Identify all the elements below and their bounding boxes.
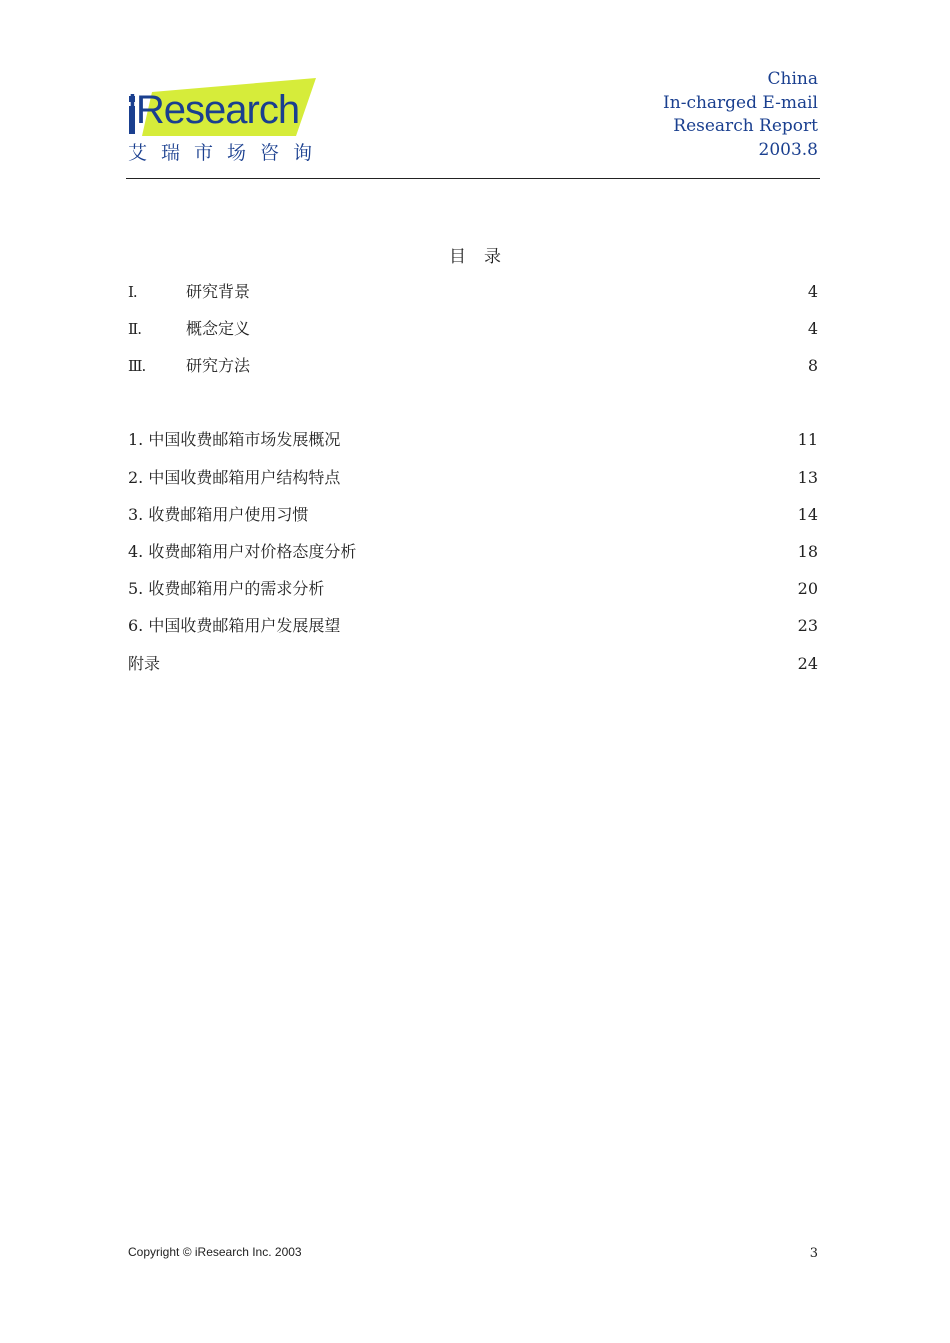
toc-entry-label: 1. 中国收费邮箱市场发展概况	[128, 430, 341, 449]
toc-entry-label: 2. 中国收费邮箱用户结构特点	[128, 468, 341, 487]
toc-entry-label: 研究方法	[186, 356, 251, 375]
toc-entry-label: 4. 收费邮箱用户对价格态度分析	[128, 542, 357, 561]
toc-entry-label: 6. 中国收费邮箱用户发展展望	[128, 616, 341, 635]
toc-page-number: 18	[797, 542, 818, 561]
toc-entry[interactable]	[128, 503, 818, 527]
toc-entry[interactable]	[128, 466, 818, 490]
toc-page-number: 13	[797, 468, 818, 487]
toc-entry[interactable]	[128, 652, 818, 676]
toc-page-number: 14	[797, 505, 818, 524]
toc-page-number: 4	[807, 319, 818, 338]
toc-numeral: Ⅰ.	[128, 283, 137, 301]
logo-wordmark-text: iResearch	[128, 88, 300, 132]
toc-numeral: Ⅲ.	[128, 357, 146, 375]
toc-page-number: 4	[807, 282, 818, 301]
iresearch-logo	[124, 76, 327, 166]
logo-wordmark	[128, 86, 300, 134]
copyright-notice: Copyright © iResearch Inc. 2003	[128, 1245, 302, 1259]
toc-entry-label: 研究背景	[186, 282, 251, 301]
toc-entry[interactable]	[128, 428, 818, 452]
toc-entry-label: 3. 收费邮箱用户使用习惯	[128, 505, 309, 524]
logo-chinese-name: 艾瑞市场咨询	[128, 142, 327, 164]
toc-page-number: 20	[797, 579, 818, 598]
report-title	[663, 68, 818, 162]
page-number: 3	[809, 1246, 818, 1261]
toc-page-number: 8	[807, 356, 818, 375]
report-title-line: China	[767, 69, 818, 89]
toc-entry[interactable]	[128, 317, 818, 341]
toc-numeral: Ⅱ.	[128, 320, 141, 338]
toc-heading: 目录	[449, 247, 519, 267]
report-title-line: In-charged E-mail	[663, 92, 818, 113]
header-divider	[126, 178, 820, 179]
toc-entry[interactable]	[128, 540, 818, 564]
toc-entry[interactable]	[128, 354, 818, 378]
toc-entry-label: 附录	[128, 654, 161, 673]
toc-page-number: 24	[797, 654, 818, 673]
toc-entry-label: 概念定义	[186, 319, 251, 338]
report-title-line: 2003.8	[758, 139, 818, 160]
toc-entry-label: 5. 收费邮箱用户的需求分析	[128, 579, 325, 598]
report-title-line: Research Report	[673, 116, 818, 136]
toc-page-number: 23	[797, 616, 818, 635]
toc-entry[interactable]	[128, 577, 818, 601]
toc-entry[interactable]	[128, 280, 818, 304]
toc-entry[interactable]	[128, 614, 818, 638]
toc-page-number: 11	[797, 430, 818, 449]
